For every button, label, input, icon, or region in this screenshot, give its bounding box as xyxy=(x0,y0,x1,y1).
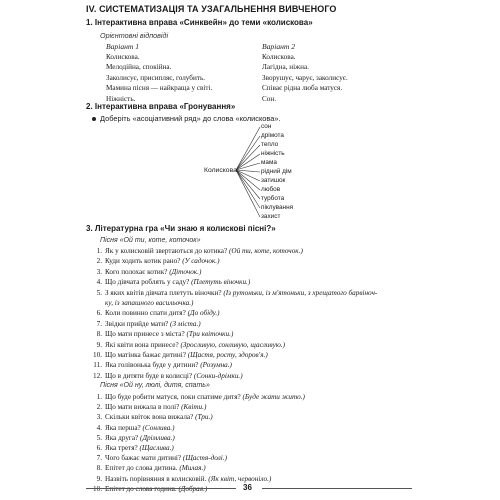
answer-text: (Щастя-долі.) xyxy=(182,454,227,463)
song-1-title: Пісня «Ой ти, коте, коточок» xyxy=(100,237,201,244)
question-number: 9. xyxy=(96,474,102,483)
question-row xyxy=(86,372,486,380)
question-text: З яких квітів дівчата плетуть віночки? xyxy=(105,288,224,297)
answer-text: (До обіду.) xyxy=(187,309,220,318)
exercise-3-title: 3. Літературна гра «Чи знаю я колискові пісні?» xyxy=(86,224,276,233)
cluster-item: тепло xyxy=(261,141,279,148)
question-row xyxy=(86,268,486,276)
question-number: 9. xyxy=(96,340,102,349)
bullet-icon xyxy=(92,117,96,121)
answer-text: (Дрімлива.) xyxy=(140,433,175,442)
variant-1-line: Мамина пісня — найкраща у світі. xyxy=(106,84,213,93)
answer-text: (Зросливую, сонливую, щасливую.) xyxy=(180,340,286,349)
question-number: 8. xyxy=(96,330,102,339)
answer-text: (Три.) xyxy=(195,413,213,422)
cluster-item: дрімота xyxy=(261,132,284,139)
question-number: 1. xyxy=(96,247,102,255)
variant-1-title: Варіант 1 xyxy=(106,42,140,51)
question-number: 5. xyxy=(96,288,102,297)
variant-2-line: Зворушує, чарує, заколисує. xyxy=(262,73,348,82)
exercise-2-task-text: Доберіть «асоціативний ряд» до слова «колискова». xyxy=(100,114,281,123)
cluster-center-word: Колискова xyxy=(204,167,237,174)
variant-1-line: Заколисує, присипляє, голубить. xyxy=(106,73,206,82)
question-number: 4. xyxy=(96,278,102,287)
question-row xyxy=(86,247,486,255)
question-row xyxy=(86,351,486,359)
cluster-item: піклування xyxy=(261,204,294,211)
question-text: Що буде робити матуся, поки спатиме дитя? xyxy=(105,393,243,401)
question-text: Яка перша? xyxy=(105,423,143,432)
cluster-item: ніжність xyxy=(261,150,285,157)
question-text: Яка третя? xyxy=(105,444,140,452)
question-text: Скільки квіток вона вижала? xyxy=(105,413,196,422)
association-cluster xyxy=(190,122,350,222)
question-text: Що мати принесе з міста? xyxy=(105,330,187,339)
question-row xyxy=(86,299,486,307)
question-number: 7. xyxy=(96,319,102,328)
question-number: 1. xyxy=(96,393,102,401)
question-row xyxy=(86,309,486,317)
footer-rule-right xyxy=(262,488,412,489)
question-number: 3. xyxy=(96,267,102,276)
answer-text: (Плетуть віночки.) xyxy=(191,278,251,287)
cluster-item: затишок xyxy=(261,177,286,184)
question-text: Що в дитяти буде в колисці? xyxy=(105,371,194,380)
answer-text: (Сонки-дрімки.) xyxy=(193,371,243,380)
answer-text: (Розумна.) xyxy=(200,361,232,370)
question-text: Яка друга? xyxy=(105,433,141,442)
question-text: Як у колисковій звертаються до котика? xyxy=(105,247,229,255)
answer-text: (Ой ти, коте, коточок.) xyxy=(228,247,303,255)
question-row xyxy=(86,413,486,421)
answer-text: (Щаслива.) xyxy=(139,444,174,452)
answer-text: (З міста.) xyxy=(170,319,201,328)
question-text: Назвіть порівняння в колисковій. xyxy=(105,474,209,483)
question-number: 12. xyxy=(93,371,102,380)
question-row xyxy=(86,361,486,369)
question-number: 2. xyxy=(96,257,102,266)
answer-text: (Сонлива.) xyxy=(142,423,175,432)
answer-text: (Як квіт, червоніло.) xyxy=(208,474,272,483)
question-number: 6. xyxy=(96,444,102,452)
question-row xyxy=(86,393,486,401)
answer-text: (Квіти.) xyxy=(181,403,207,412)
question-text: Що дівчата роблять у саду? xyxy=(105,278,192,287)
variant-1 xyxy=(106,42,212,104)
footer-rule-left xyxy=(86,488,236,489)
question-number: 10. xyxy=(93,351,102,359)
cluster-item: турбота xyxy=(261,195,285,202)
exercise-1-title: 1. Інтерактивна вправа «Синквейн» до теми «колискова» xyxy=(86,18,313,27)
question-number: 2. xyxy=(96,403,102,412)
variant-1-line: Колискова. xyxy=(106,53,140,61)
question-text: Що мати вижала в полі? xyxy=(105,403,182,412)
question-number: 7. xyxy=(96,454,102,463)
question-row xyxy=(86,464,486,472)
cluster-item: сон xyxy=(261,123,272,130)
question-row xyxy=(86,330,486,338)
question-text: Звідки прийде мати? xyxy=(105,319,171,328)
question-text: Кого полохає котик? xyxy=(105,267,170,276)
variant-2-title: Варіант 2 xyxy=(262,42,296,51)
variant-2-line: Колискова. xyxy=(262,53,296,61)
variant-2 xyxy=(262,42,348,104)
question-row xyxy=(86,278,486,286)
variant-1-line: Ніжність. xyxy=(106,94,136,103)
question-number: 11. xyxy=(93,361,102,370)
question-row xyxy=(86,289,486,297)
question-text: Епітет до слова дитина. xyxy=(105,464,180,473)
variant-2-line: Співає рідна люба матуся. xyxy=(262,84,343,93)
question-text: Яка голівонька буде у дитини? xyxy=(105,361,201,370)
question-row xyxy=(86,341,486,349)
cluster-item: любов xyxy=(261,186,281,193)
question-row xyxy=(86,257,486,265)
cluster-item: захист xyxy=(261,213,281,220)
question-row xyxy=(86,444,486,452)
page-number: 36 xyxy=(243,483,252,492)
answer-text: (Щастя, росту, здоров'я.) xyxy=(187,351,268,359)
question-text: Що матінка бажає дитині? xyxy=(105,351,188,359)
answer-text: ку, із запашного васильочка.) xyxy=(105,299,194,307)
question-number: 3. xyxy=(96,413,102,422)
answer-text: (У садочок.) xyxy=(182,257,220,266)
question-row xyxy=(86,434,486,442)
variant-2-line: Лагідна, ніжна. xyxy=(262,63,309,72)
question-row xyxy=(86,424,486,432)
answer-text: (Із рутоньки, із м'ятоньки, з хрещатого барвіноч- xyxy=(223,288,378,297)
question-row xyxy=(86,320,486,328)
question-number: 8. xyxy=(96,464,102,473)
question-text: Чого бажає мати дитині? xyxy=(105,454,183,463)
answer-text: (Милая.) xyxy=(179,464,206,473)
question-row xyxy=(86,475,486,483)
answer-text: (Три квіточки.) xyxy=(186,330,234,339)
question-number: 6. xyxy=(96,309,102,318)
question-text: Коли повинно спати дитя? xyxy=(105,309,188,318)
song-2-title: Пісня «Ой ну, люлі, дитя, спать» xyxy=(100,382,210,389)
answer-text: (Буде жати жито.) xyxy=(242,393,305,401)
cluster-item: рідний дім xyxy=(261,168,292,175)
cluster-item: мама xyxy=(261,159,277,166)
question-row xyxy=(86,454,486,462)
section-title: IV. СИСТЕМАТИЗАЦІЯ ТА УЗАГАЛЬНЕННЯ ВИВЧЕНОГО xyxy=(86,4,337,14)
question-number: 5. xyxy=(96,433,102,442)
question-text: Куди ходить котик рано? xyxy=(105,257,183,266)
question-row xyxy=(86,403,486,411)
exercise-2-title: 2. Інтерактивна вправа «Гронування» xyxy=(86,102,236,111)
answers-note: Орієнтовні відповіді xyxy=(100,31,169,40)
variant-2-line: Сон. xyxy=(262,94,277,103)
variant-1-line: Мелодійна, спокійна. xyxy=(106,63,172,72)
question-text: Які квіти вона принесе? xyxy=(105,340,181,349)
answer-text: (Діточок.) xyxy=(169,267,202,276)
question-number: 4. xyxy=(96,423,102,432)
